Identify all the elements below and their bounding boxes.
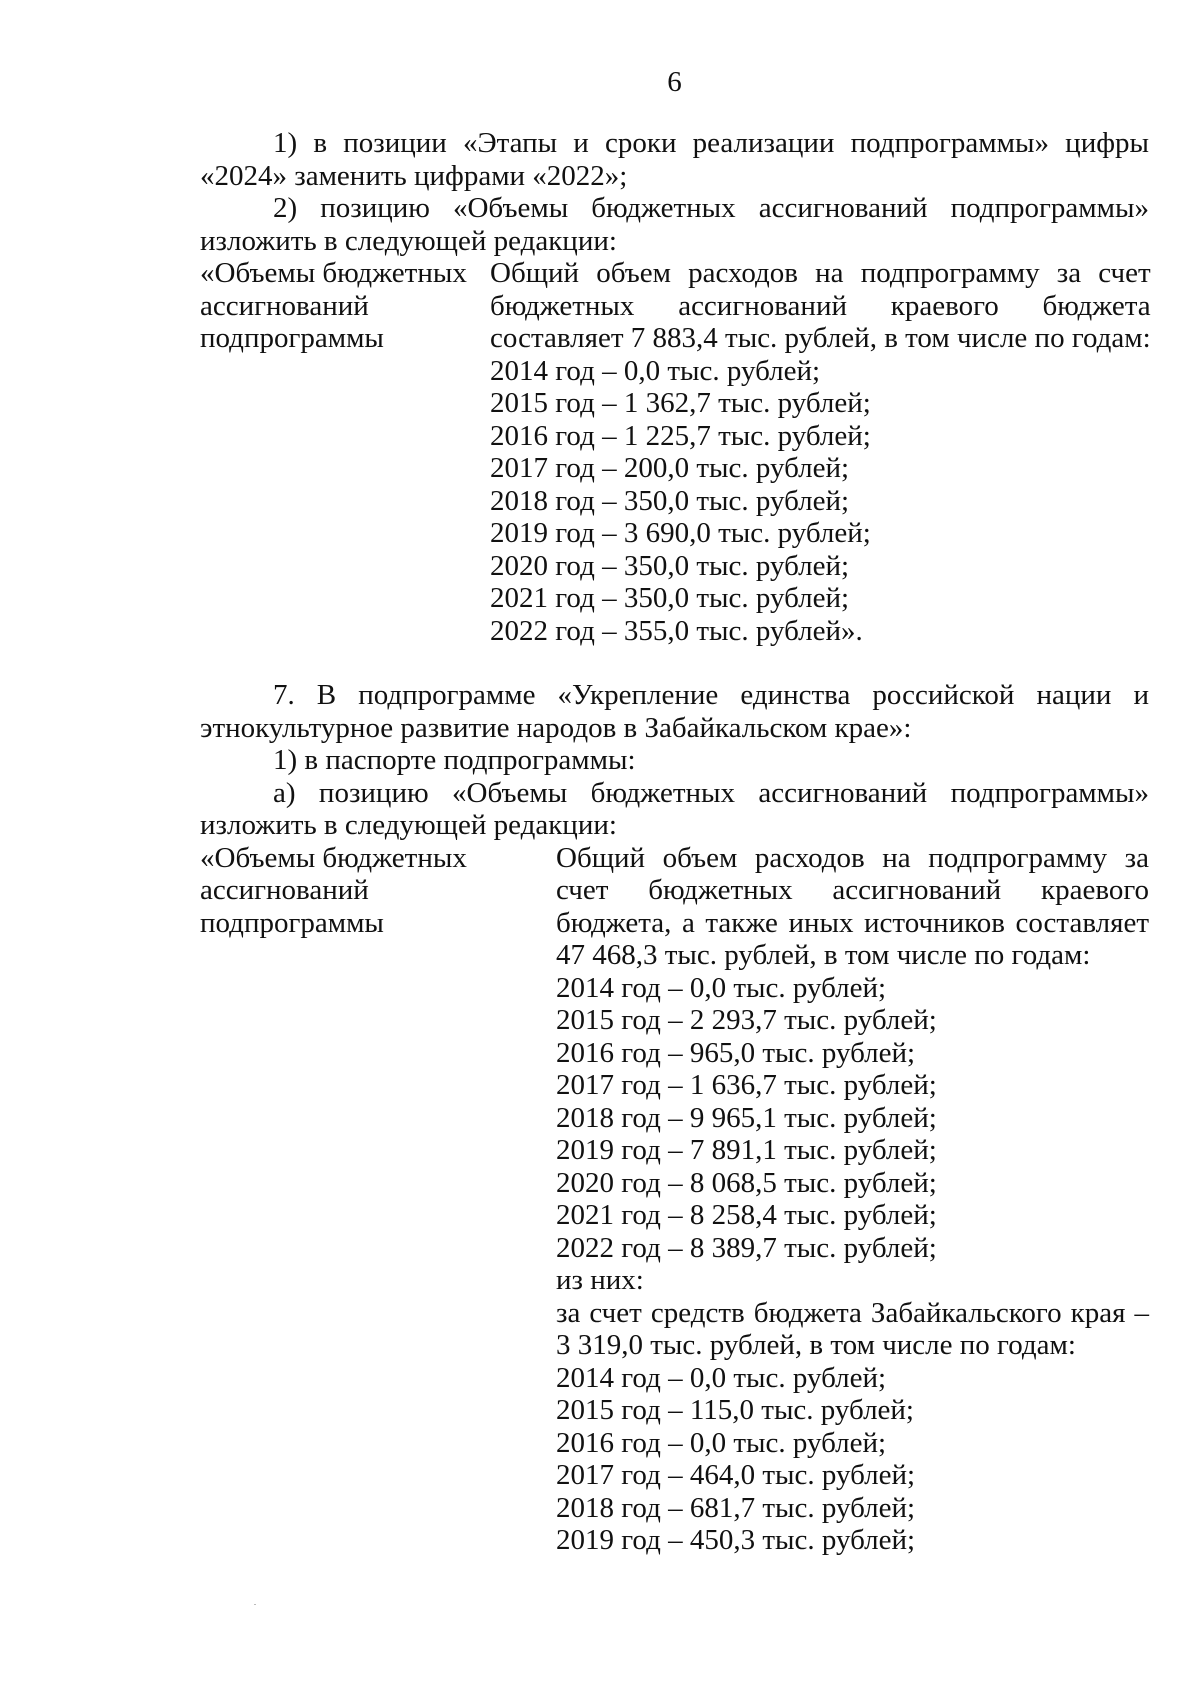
item-2-line-1: 2) позицию «Объемы бюджетных ассигнований подпрограммы» bbox=[273, 192, 1149, 224]
of-them-line: из них: bbox=[556, 1264, 644, 1296]
year-line: 2014 год – 0,0 тыс. рублей; bbox=[556, 971, 887, 1004]
year-line: 2018 год – 350,0 тыс. рублей; bbox=[490, 484, 850, 517]
budget-block-1-body bbox=[490, 257, 1151, 647]
label-line: подпрограммы bbox=[200, 906, 384, 939]
year-line: 2019 год – 3 690,0 тыс. рублей; bbox=[490, 517, 871, 549]
year-line: 2021 год – 350,0 тыс. рублей; bbox=[490, 582, 850, 614]
budget-block-2-label bbox=[200, 842, 556, 1557]
section-7-sub-a-line-1: а) позицию «Объемы бюджетных ассигнований подпрограммы» bbox=[273, 776, 1149, 809]
year-line: 2020 год – 8 068,5 тыс. рублей; bbox=[556, 1166, 937, 1199]
label-line: подпрограммы bbox=[200, 322, 384, 354]
item-1-line-2: «2024» заменить цифрами «2022»; bbox=[200, 159, 628, 192]
regional-line-1: за счет средств бюджета Забайкальского края – bbox=[556, 1296, 1149, 1329]
budget-block-1 bbox=[200, 257, 1149, 647]
budget-block-2 bbox=[200, 842, 1149, 1557]
regional-year-line: 2014 год – 0,0 тыс. рублей; bbox=[556, 1361, 887, 1394]
year-line: 2016 год – 965,0 тыс. рублей; bbox=[556, 1036, 916, 1069]
section-7-line-2: этнокультурное развитие народов в Забайкальском крае»: bbox=[200, 711, 912, 744]
regional-year-line: 2017 год – 464,0 тыс. рублей; bbox=[556, 1459, 916, 1491]
budget-block-1-label bbox=[200, 257, 490, 647]
body-line: Общий объем расходов на подпрограмму за счет bbox=[490, 257, 1151, 289]
year-line: 2015 год – 1 362,7 тыс. рублей; bbox=[490, 387, 871, 419]
year-line: 2016 год – 1 225,7 тыс. рублей; bbox=[490, 419, 871, 452]
budget-block-2-body bbox=[556, 842, 1149, 1557]
label-line: ассигнований bbox=[200, 289, 369, 322]
section-7-sub-a-line-2: изложить в следующей редакции: bbox=[200, 809, 617, 841]
year-line: 2022 год – 8 389,7 тыс. рублей; bbox=[556, 1231, 937, 1264]
body-line: 47 468,3 тыс. рублей, в том числе по годам: bbox=[556, 939, 1091, 971]
spacer bbox=[200, 647, 1149, 679]
document-body bbox=[200, 127, 1149, 1557]
year-line: 2021 год – 8 258,4 тыс. рублей; bbox=[556, 1199, 937, 1231]
year-line: 2022 год – 355,0 тыс. рублей». bbox=[490, 614, 863, 647]
year-line: 2015 год – 2 293,7 тыс. рублей; bbox=[556, 1004, 937, 1036]
regional-year-line: 2015 год – 115,0 тыс. рублей; bbox=[556, 1394, 914, 1426]
label-line: «Объемы бюджетных bbox=[200, 841, 467, 874]
section-7-line-1: 7. В подпрограмме «Укрепление единства российской нации и bbox=[273, 679, 1149, 711]
body-line: бюджетных ассигнований краевого бюджета bbox=[490, 289, 1151, 322]
year-line: 2020 год – 350,0 тыс. рублей; bbox=[490, 549, 850, 582]
year-line: 2019 год – 7 891,1 тыс. рублей; bbox=[556, 1134, 937, 1166]
regional-year-line: 2019 год – 450,3 тыс. рублей; bbox=[556, 1524, 916, 1556]
year-line: 2018 год – 9 965,1 тыс. рублей; bbox=[556, 1101, 937, 1134]
item-2-line-2: изложить в следующей редакции: bbox=[200, 224, 617, 257]
year-line: 2017 год – 1 636,7 тыс. рублей; bbox=[556, 1069, 937, 1101]
scan-speck bbox=[254, 1604, 256, 1605]
page-number: 6 bbox=[667, 66, 682, 98]
year-line: 2017 год – 200,0 тыс. рублей; bbox=[490, 452, 850, 484]
body-line: Общий объем расходов на подпрограмму за bbox=[556, 841, 1149, 874]
regional-year-line: 2016 год – 0,0 тыс. рублей; bbox=[556, 1426, 887, 1459]
regional-line-2: 3 319,0 тыс. рублей, в том числе по годам: bbox=[556, 1329, 1076, 1361]
regional-year-line: 2018 год – 681,7 тыс. рублей; bbox=[556, 1491, 916, 1524]
item-1-line-1: 1) в позиции «Этапы и сроки реализации подпрограммы» цифры bbox=[273, 127, 1149, 159]
label-line: ассигнований bbox=[200, 874, 369, 906]
label-line: «Объемы бюджетных bbox=[200, 257, 467, 289]
body-line: счет бюджетных ассигнований краевого bbox=[556, 874, 1149, 906]
body-line: составляет 7 883,4 тыс. рублей, в том числе по годам: bbox=[490, 322, 1151, 354]
section-7-sub-1: 1) в паспорте подпрограммы: bbox=[273, 744, 636, 776]
year-line: 2014 год – 0,0 тыс. рублей; bbox=[490, 354, 821, 387]
body-line: бюджета, а также иных источников составляет bbox=[556, 906, 1149, 939]
